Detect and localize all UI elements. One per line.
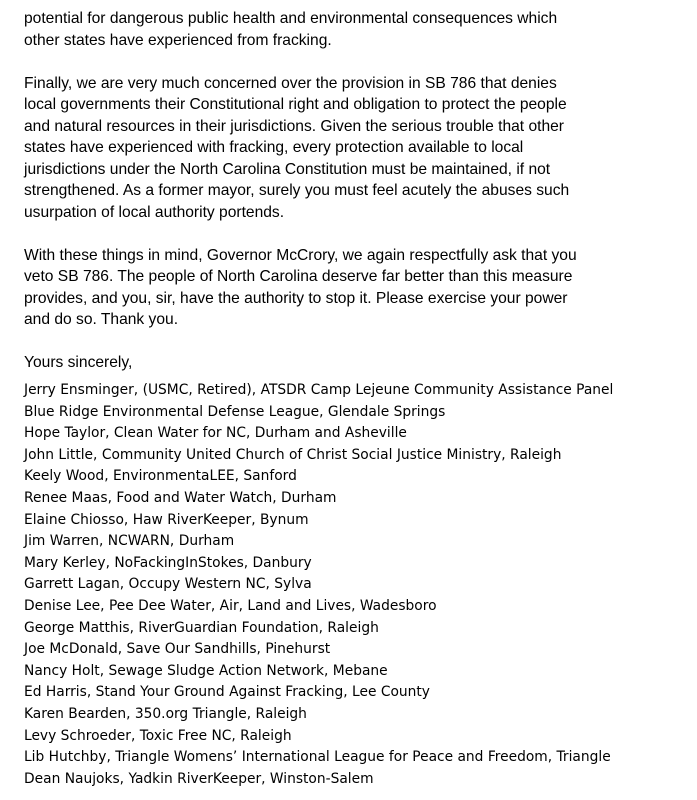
paragraph-3-line: veto SB 786. The people of North Carolina deserve far better than this measure — [24, 268, 573, 285]
signatory: Lib Hutchby, Triangle Womens’ International League for Peace and Freedom, Triangle — [24, 749, 611, 766]
signatory: Levy Schroeder, Toxic Free NC, Raleigh — [24, 727, 292, 744]
paragraph-3-line: and do so. Thank you. — [24, 311, 179, 328]
signatory: Blue Ridge Environmental Defense League, Glendale Springs — [24, 403, 446, 420]
signatory: Dean Naujoks, Yadkin RiverKeeper, Winston-Salem — [24, 770, 374, 787]
closing-salutation: Yours sincerely, — [24, 354, 133, 371]
signatory: Ed Harris, Stand Your Ground Against Fracking, Lee County — [24, 684, 430, 701]
signatory: Karen Bearden, 350.org Triangle, Raleigh — [24, 705, 307, 722]
paragraph-3-line: With these things in mind, Governor McCrory, we again respectfully ask that you — [24, 246, 577, 264]
paragraph-2-line: and natural resources in their jurisdictions. Given the serious trouble that other — [24, 117, 565, 135]
signatory: Jim Warren, NCWARN, Durham — [24, 533, 235, 550]
paragraph-2-line: jurisdictions under the North Carolina Constitution must be maintained, if not — [24, 160, 551, 178]
paragraph-2-line: states have experienced with fracking, every protection available to local — [24, 139, 524, 156]
paragraph-2-line: local governments their Constitutional right and obligation to protect the people — [24, 96, 567, 113]
signatory: John Little, Community United Church of Christ Social Justice Ministry, Raleigh — [24, 446, 562, 463]
paragraph-2-line: strengthened. As a former mayor, surely you must feel acutely the abuses such — [24, 182, 570, 199]
signatory: Jerry Ensminger, (USMC, Retired), ATSDR Camp Lejeune Community Assistance Panel — [24, 382, 614, 398]
signatory: Nancy Holt, Sewage Sludge Action Network, Mebane — [24, 662, 388, 679]
signatory: Elaine Chiosso, Haw RiverKeeper, Bynum — [24, 511, 309, 528]
letter-body — [24, 8, 577, 374]
paragraph-2 — [24, 73, 577, 224]
signatory: Denise Lee, Pee Dee Water, Air, Land and Lives, Wadesboro — [24, 597, 437, 614]
signatory: Keely Wood, EnvironmentaLEE, Sanford — [24, 468, 297, 485]
paragraph-2-line: Finally, we are very much concerned over the provision in SB 786 that denies — [24, 74, 557, 92]
signatory: Hope Taylor, Clean Water for NC, Durham and Asheville — [24, 425, 407, 442]
paragraph-1-line: potential for dangerous public health and environmental consequences which — [24, 10, 558, 27]
signatory: Joe McDonald, Save Our Sandhills, Pinehurst — [24, 641, 331, 658]
signatory-list — [24, 380, 613, 790]
signatory: George Matthis, RiverGuardian Foundation, Raleigh — [24, 619, 379, 636]
paragraph-3-line: provides, and you, sir, have the authority to stop it. Please exercise your power — [24, 289, 568, 307]
signatory: Renee Maas, Food and Water Watch, Durham — [24, 489, 337, 506]
paragraph-2-line: usurpation of local authority portends. — [24, 203, 285, 221]
paragraph-3 — [24, 245, 577, 331]
signatory: Mary Kerley, NoFackingInStokes, Danbury — [24, 554, 312, 571]
paragraph-1 — [24, 8, 577, 51]
signatory: Garrett Lagan, Occupy Western NC, Sylva — [24, 576, 312, 593]
paragraph-1-line: other states have experienced from fracking. — [24, 31, 332, 49]
